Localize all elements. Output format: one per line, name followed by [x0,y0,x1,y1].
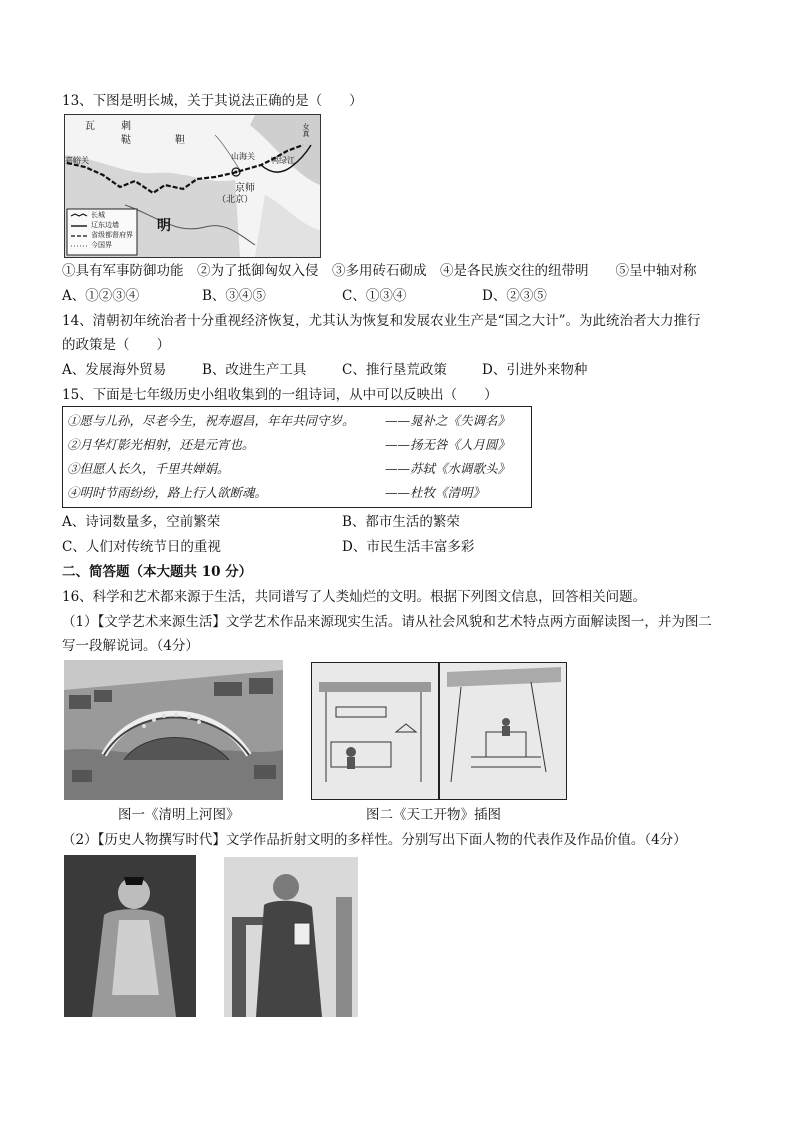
poem-3-text: ③但愿人长久，千里共婵娟。 [67,461,230,476]
section2-heading: 二、简答题（本大题共 10 分） [62,564,253,580]
map-label-yalujiang: 鸭绿江 [271,156,295,165]
q16-part2: （2）【历史人物撰写时代】文学作品折射文明的多样性。分别写出下面人物的代表作及作品价值。（4分） [62,832,687,848]
historical-figure-portrait-2 [224,857,358,1017]
q14-option-c[interactable]: C、推行垦荒政策 [342,362,447,378]
q16-part1-line1: （1）【文学艺术来源生活】文学艺术作品来源现实生活。请从社会风貌和艺术特点两方面解读图一，并为图二 [62,614,712,630]
q16-part1-line2: 写一段解说词。（4分） [62,638,199,654]
legend-wall: 长城 [91,211,105,219]
tiangong-kaiwu-illustration [311,662,567,800]
map-label-nvzhen: 女真 [302,123,310,137]
map-label-jiayuguan: 嘉峪关 [65,156,89,165]
q14-option-d[interactable]: D、引进外来物种 [482,362,588,378]
q15-option-b[interactable]: B、都市生活的繁荣 [342,514,460,530]
q15-stem: 15、下面是七年级历史小组收集到的一组诗词，从中可以反映出（ ） [62,387,498,403]
map-label-jingshi: 京师 [235,183,255,194]
poem-1-source: ——晁补之《失调名》 [385,413,511,428]
caption-figure-2: 图二《天工开物》插图 [366,807,501,823]
poem-3-source: ——苏轼《水调歌头》 [385,461,511,476]
map-label-dan: 靼 [175,135,185,146]
ming-great-wall-map [64,114,321,258]
q15-option-c[interactable]: C、人们对传统节日的重视 [62,539,221,555]
legend-province: 省级都督府界 [91,231,133,239]
legend-border: 今国界 [91,241,112,249]
q14-option-b[interactable]: B、改进生产工具 [202,362,307,378]
map-label-wa: 瓦 [85,121,95,132]
q13-option-b[interactable]: B、③④⑤ [202,288,266,304]
q14-stem-line1: 14、清朝初年统治者十分重视经济恢复，尤其认为恢复和发展农业生产是“国之大计”。为此统治者大力推行 [62,313,701,329]
map-label-da: 鞑 [121,135,131,146]
q13-stem: 13、下图是明长城，关于其说法正确的是（ ） [62,93,363,109]
q13-statements: ①具有军事防御功能 ②为了抵御匈奴入侵 ③多用砖石砌成 ④是各民族交往的纽带明 ⑤呈中轴对称 [62,263,697,279]
map-label-beijing: （北京） [217,195,254,205]
map-label-shanhaiguan: 山海关 [231,152,255,161]
q13-option-d[interactable]: D、②③⑤ [482,288,547,304]
poem-1-text: ①愿与儿孙，尽老今生，祝寿遐昌，年年共同守岁。 [67,413,355,428]
map-label-ming: 明 [157,218,171,234]
poem-2-source: ——扬无咎《人月圆》 [385,437,511,452]
historical-figure-portrait-1 [64,855,196,1017]
q13-option-a[interactable]: A、①②③④ [62,288,140,304]
poem-4-text: ④明时节雨纷纷，路上行人欲断魂。 [67,485,268,500]
poem-4-source: ——杜牧《清明》 [385,485,486,500]
q14-stem-line2: 的政策是（ ） [62,337,170,353]
q13-option-c[interactable]: C、①③④ [342,288,407,304]
map-label-la: 刺 [121,121,131,132]
caption-figure-1: 图一《清明上河图》 [118,807,240,823]
q14-option-a[interactable]: A、发展海外贸易 [62,362,167,378]
poem-box [62,406,532,508]
q16-stem: 16、科学和艺术都来源于生活，共同谱写了人类灿烂的文明。根据下列图文信息，回答相关问题。 [62,589,647,605]
poem-2-text: ②月华灯影光相射，还是元宵也。 [67,437,255,452]
q15-option-a[interactable]: A、诗词数量多，空前繁荣 [62,514,221,530]
q15-option-d[interactable]: D、市民生活丰富多彩 [342,539,475,555]
legend-liaodong: 辽东边墙 [91,221,119,229]
qingming-scroll-image [64,660,283,800]
